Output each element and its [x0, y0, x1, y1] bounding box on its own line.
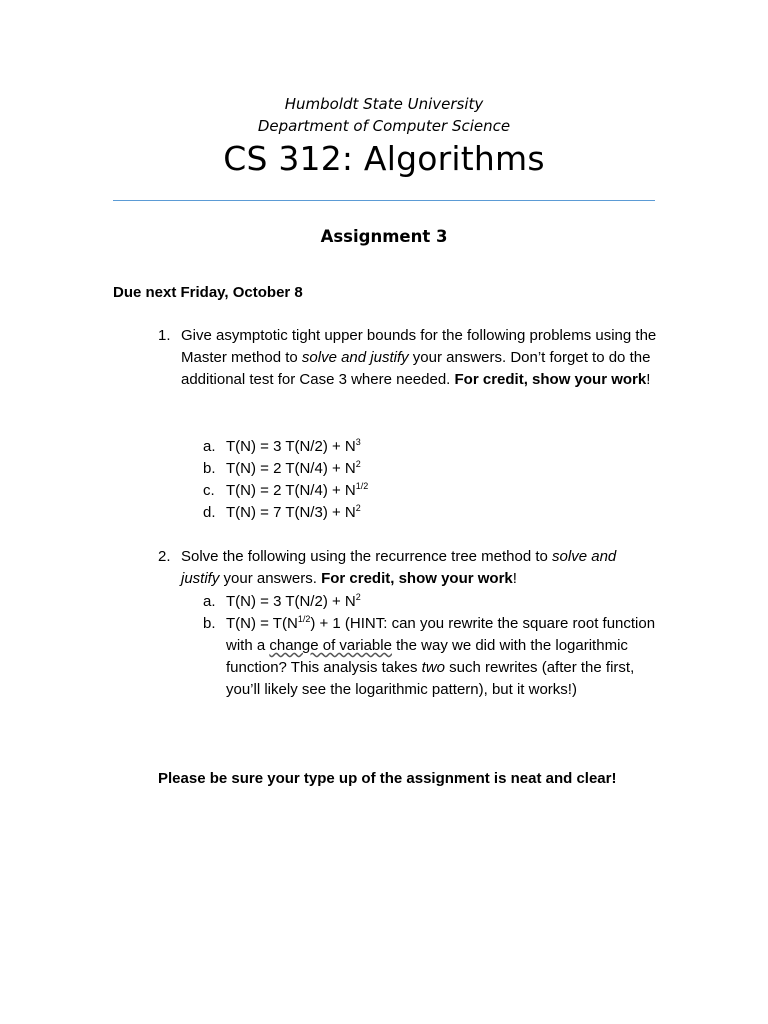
item-text — [226, 458, 663, 480]
exponent: 2 — [355, 459, 361, 469]
recurrence: T(N) = 3 T(N/2) + N — [226, 438, 356, 455]
recurrence: T(N) = T(N — [226, 615, 298, 632]
item-text — [226, 591, 663, 613]
header-divider — [113, 200, 655, 201]
recurrence: T(N) = 7 T(N/3) + N — [226, 504, 356, 521]
item-text — [226, 436, 663, 458]
question-1-item-a — [203, 436, 663, 458]
question-2-item-a — [203, 591, 663, 613]
item-text — [226, 613, 663, 701]
hint-text: ) + 1 (HINT: can you rewrite the square root function with a — [226, 615, 656, 654]
exponent: 1/2 — [355, 481, 369, 491]
item-label: a. — [203, 593, 216, 610]
emphasis-text: solve and justify — [301, 349, 409, 366]
recurrence: T(N) = 2 T(N/4) + N — [226, 460, 356, 477]
question-2 — [158, 546, 658, 590]
question-2-item-b — [203, 613, 663, 701]
question-1-item-d — [203, 502, 663, 524]
course-title: CS 312: Algorithms — [223, 139, 545, 178]
question-text-part: Solve the following using the recurrence tree method to — [181, 548, 553, 565]
question-text — [181, 325, 658, 391]
credit-note: For credit, show your work — [321, 570, 513, 587]
exponent: 1/2 — [297, 614, 311, 624]
due-date: Due next Friday, October 8 — [113, 284, 303, 301]
question-number: 2. — [158, 548, 171, 565]
question-text-part: your answers. — [219, 570, 322, 587]
hint-text: such rewrites (after the first, you’ll likely see the logarithmic pattern), but it works!) — [226, 659, 635, 698]
emphasis-text: two — [421, 659, 446, 676]
item-text — [226, 502, 663, 524]
emphasis-text: solve and justify — [181, 548, 617, 587]
item-text — [226, 480, 663, 502]
exponent: 2 — [355, 592, 361, 602]
item-label: a. — [203, 438, 216, 455]
question-1-item-b — [203, 458, 663, 480]
question-1 — [158, 325, 658, 391]
question-text-part: your answers. Don’t forget to do the additional test for Case 3 where needed. — [181, 349, 651, 388]
recurrence: T(N) = 3 T(N/2) + N — [226, 593, 356, 610]
question-text-part: ! — [646, 371, 651, 388]
closing-note: Please be sure your type up of the assignment is neat and clear! — [158, 770, 617, 787]
question-text-part: ! — [512, 570, 517, 587]
item-label: b. — [203, 615, 216, 632]
item-label: c. — [203, 482, 215, 499]
question-text-part: Give asymptotic tight upper bounds for the following problems using the Master method to — [181, 327, 657, 366]
exponent: 2 — [355, 503, 361, 513]
department-name: Department of Computer Science — [257, 117, 511, 135]
question-number: 1. — [158, 327, 171, 344]
item-label: d. — [203, 504, 216, 521]
question-1-item-c — [203, 480, 663, 502]
credit-note: For credit, show your work — [454, 371, 647, 388]
item-label: b. — [203, 460, 216, 477]
university-name: Humboldt State University — [284, 95, 484, 113]
hint-text: the way we did with the logarithmic function? This analysis takes — [226, 637, 628, 676]
exponent: 3 — [355, 437, 361, 447]
assignment-title: Assignment 3 — [320, 227, 448, 246]
question-text — [181, 546, 658, 590]
underlined-term: change of variable — [269, 637, 392, 654]
recurrence: T(N) = 2 T(N/4) + N — [226, 482, 356, 499]
document-header — [0, 93, 768, 180]
